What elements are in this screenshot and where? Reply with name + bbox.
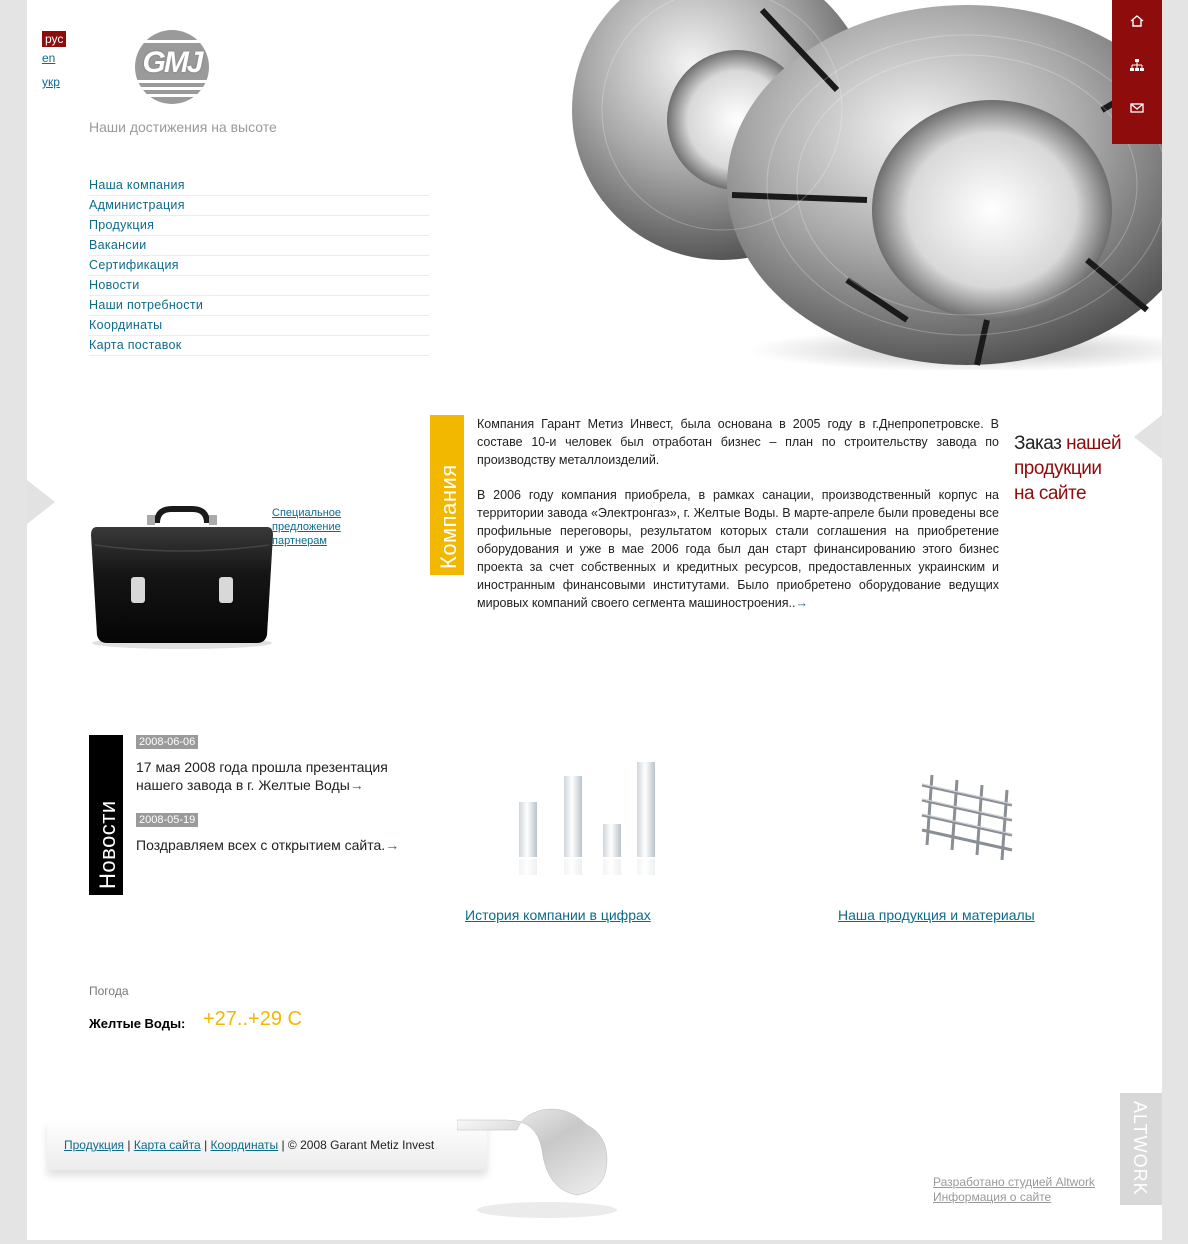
altwork-logo-text: ALTWORK (1130, 1101, 1150, 1196)
news-arrow[interactable]: → (349, 777, 364, 793)
company-tab[interactable] (430, 415, 464, 575)
nav-item-administration[interactable]: Администрация (89, 196, 429, 216)
right-arrow-decoration (1134, 415, 1162, 459)
nav-item-coordinates[interactable]: Координаты (89, 316, 429, 336)
history-bars-image[interactable] (507, 760, 677, 880)
page (27, 0, 1162, 1240)
special-offer-link[interactable]: Специальное предложение партнерам (272, 507, 342, 547)
nav-item-supply-map[interactable]: Карта поставок (89, 336, 429, 356)
nav-item-vacancies[interactable]: Вакансии (89, 236, 429, 256)
lang-ru[interactable]: рус (42, 31, 66, 47)
news-text: 17 мая 2008 года прошла презентация нашего завода в г. Желтые Воды (136, 759, 388, 793)
footer-links (64, 1138, 434, 1152)
wire-coils-image (547, 0, 1162, 370)
mail-icon[interactable] (1129, 100, 1145, 116)
news-arrow[interactable]: → (385, 837, 400, 853)
copyright: | © 2008 Garant Metiz Invest (281, 1138, 435, 1152)
ribbon-curl-decoration (457, 1100, 627, 1220)
logo[interactable] (135, 30, 209, 104)
nav-item-certification[interactable]: Сертификация (89, 256, 429, 276)
sitemap-icon[interactable] (1129, 57, 1145, 73)
tagline: Наши достижения на высоте (89, 119, 277, 135)
news-date: 2008-05-19 (136, 813, 198, 827)
nav-item-needs[interactable]: Наши потребности (89, 296, 429, 316)
products-materials-link[interactable]: Наша продукция и материалы (838, 907, 1035, 923)
footer-link-sitemap[interactable]: Карта сайта (133, 1138, 201, 1152)
main-nav (89, 176, 429, 356)
footer-separator: | (204, 1138, 208, 1152)
order-products-link[interactable] (1014, 431, 1134, 506)
company-tab-label: Компания (436, 464, 461, 569)
company-text (477, 415, 999, 629)
footer-link-coordinates[interactable]: Координаты (210, 1138, 279, 1152)
home-icon[interactable] (1129, 13, 1145, 29)
company-paragraph-2: В 2006 году компания приобрела, в рамках санации, производственный корпус на территории завода «Электронгаз», г. Желтые Воды. В марте-апреле были проведены все профильные переговоры, результатом которых стали соглашения на приобретение оборудования и уже в мае 2006 года был дан старт финансированию этого бизнес проекта за счет собственных и кредитных ресурсов, предоставленных украинским и иностранным финансовыми институтами. Было приобретено оборудование ведущих мировых компаний своего сегмента машиностроения.. (477, 488, 999, 610)
site-info-link[interactable]: Информация о сайте (933, 1190, 1052, 1204)
order-word-4: на сайте (1014, 483, 1087, 504)
left-arrow-decoration (27, 480, 55, 524)
order-word-3: продукции (1014, 458, 1102, 479)
studio-credit-link[interactable]: Разработано студией Altwork (933, 1175, 1095, 1189)
products-image[interactable] (912, 765, 1022, 865)
nav-item-products[interactable]: Продукция (89, 216, 429, 236)
lang-ua[interactable]: укр (42, 75, 60, 89)
company-paragraph-1: Компания Гарант Метиз Инвест, была основана в 2005 году в г.Днепропетровске. В составе 10-и человек был отработан бизнес – план по строительству завода по производству металлоизделий. (477, 417, 999, 467)
read-more-arrow[interactable]: → (795, 596, 808, 610)
footer-link-products[interactable]: Продукция (64, 1138, 125, 1152)
footer-separator: | (127, 1138, 131, 1152)
logo-text: GMJ (142, 46, 202, 79)
nav-item-company[interactable]: Наша компания (89, 176, 429, 196)
news-tab[interactable] (89, 735, 123, 895)
nav-item-news[interactable]: Новости (89, 276, 429, 296)
weather-temperature: +27..+29 C (203, 1008, 302, 1030)
lang-en[interactable]: en (42, 51, 56, 65)
news-item[interactable] (136, 758, 436, 794)
weather-city: Желтые Воды: (89, 1016, 186, 1031)
news-date: 2008-06-06 (136, 735, 198, 749)
order-word-2: нашей (1066, 433, 1122, 454)
altwork-badge[interactable] (1120, 1093, 1162, 1205)
history-link[interactable]: История компании в цифрах (465, 907, 651, 923)
news-tab-label: Новости (95, 800, 120, 889)
credits (933, 1175, 1095, 1205)
news-text: Поздравляем всех с открытием сайта. (136, 837, 386, 853)
order-word-1: Заказ (1014, 433, 1062, 454)
news-item[interactable] (136, 836, 436, 854)
weather-title: Погода (89, 984, 129, 998)
briefcase-image[interactable] (87, 505, 277, 650)
top-icon-bar (1112, 0, 1162, 144)
